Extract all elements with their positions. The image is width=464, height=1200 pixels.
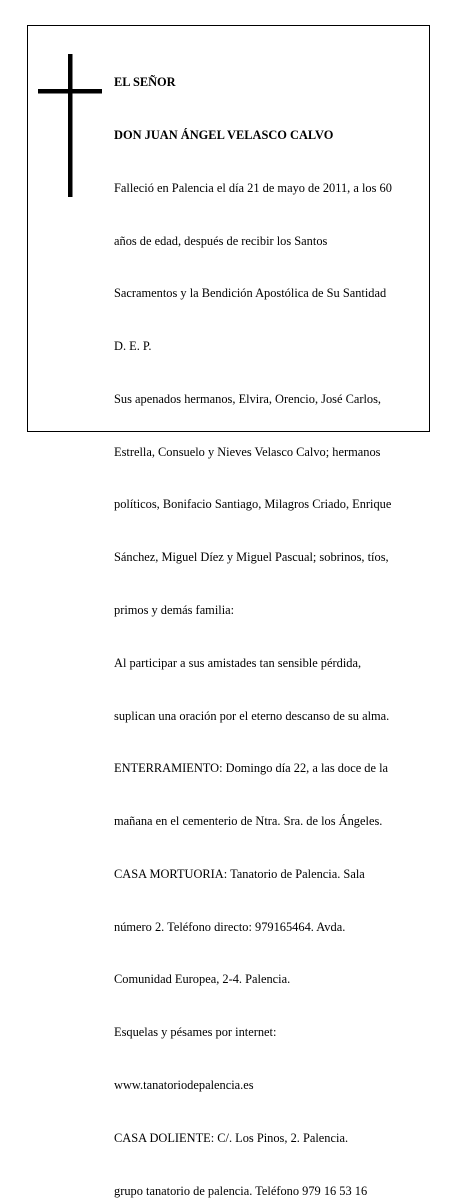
- notice-body-line: Esquelas y pésames por internet:: [114, 1025, 277, 1040]
- notice-body-line: CASA MORTUORIA: Tanatorio de Palencia. Sala: [114, 866, 365, 881]
- notice-body-line: Sacramentos y la Bendición Apostólica de Su Santidad: [114, 286, 387, 301]
- obituary-notice: [27, 25, 430, 1198]
- notice-body-line: primos y demás familia:: [114, 603, 235, 617]
- notice-title-line2: DON JUAN ÁNGEL VELASCO CALVO: [114, 127, 334, 142]
- notice-body-line: Falleció en Palencia el día 21 de mayo de 2011, a los 60: [114, 180, 392, 195]
- notice-body-line: ENTERRAMIENTO: Domingo día 22, a las doce de la: [114, 761, 389, 776]
- notice-text: [114, 39, 424, 1200]
- notice-body-line: D. E. P.: [114, 339, 152, 354]
- notice-body-line: número 2. Teléfono directo: 979165464. Avda.: [114, 919, 346, 934]
- notice-body-line: Sus apenados hermanos, Elvira, Orencio, José Carlos,: [114, 391, 382, 406]
- notice-body-line: años de edad, después de recibir los Santos: [114, 233, 328, 248]
- website-link[interactable]: www.tanatoriodepalencia.es: [114, 1078, 254, 1093]
- notice-title-line1: EL SEÑOR: [114, 75, 176, 90]
- notice-body-line: Estrella, Consuelo y Nieves Velasco Calvo; hermanos: [114, 444, 381, 459]
- notice-body-line: grupo tanatorio de palencia. Teléfono 979 16 53 16: [114, 1183, 368, 1198]
- notice-body-line: mañana en el cementerio de Ntra. Sra. de los Ángeles.: [114, 814, 383, 829]
- notice-body-line: Comunidad Europea, 2-4. Palencia.: [114, 972, 291, 987]
- notice-body-line: suplican una oración por el eterno descanso de su alma.: [114, 708, 390, 723]
- notice-body-line: Al participar a sus amistades tan sensible pérdida,: [114, 655, 362, 670]
- notice-body-line: políticos, Bonifacio Santiago, Milagros Criado, Enrique: [114, 497, 392, 512]
- notice-body-line: CASA DOLIENTE: C/. Los Pinos, 2. Palencia.: [114, 1130, 349, 1145]
- notice-body-line: Sánchez, Miguel Díez y Miguel Pascual; sobrinos, tíos,: [114, 550, 389, 565]
